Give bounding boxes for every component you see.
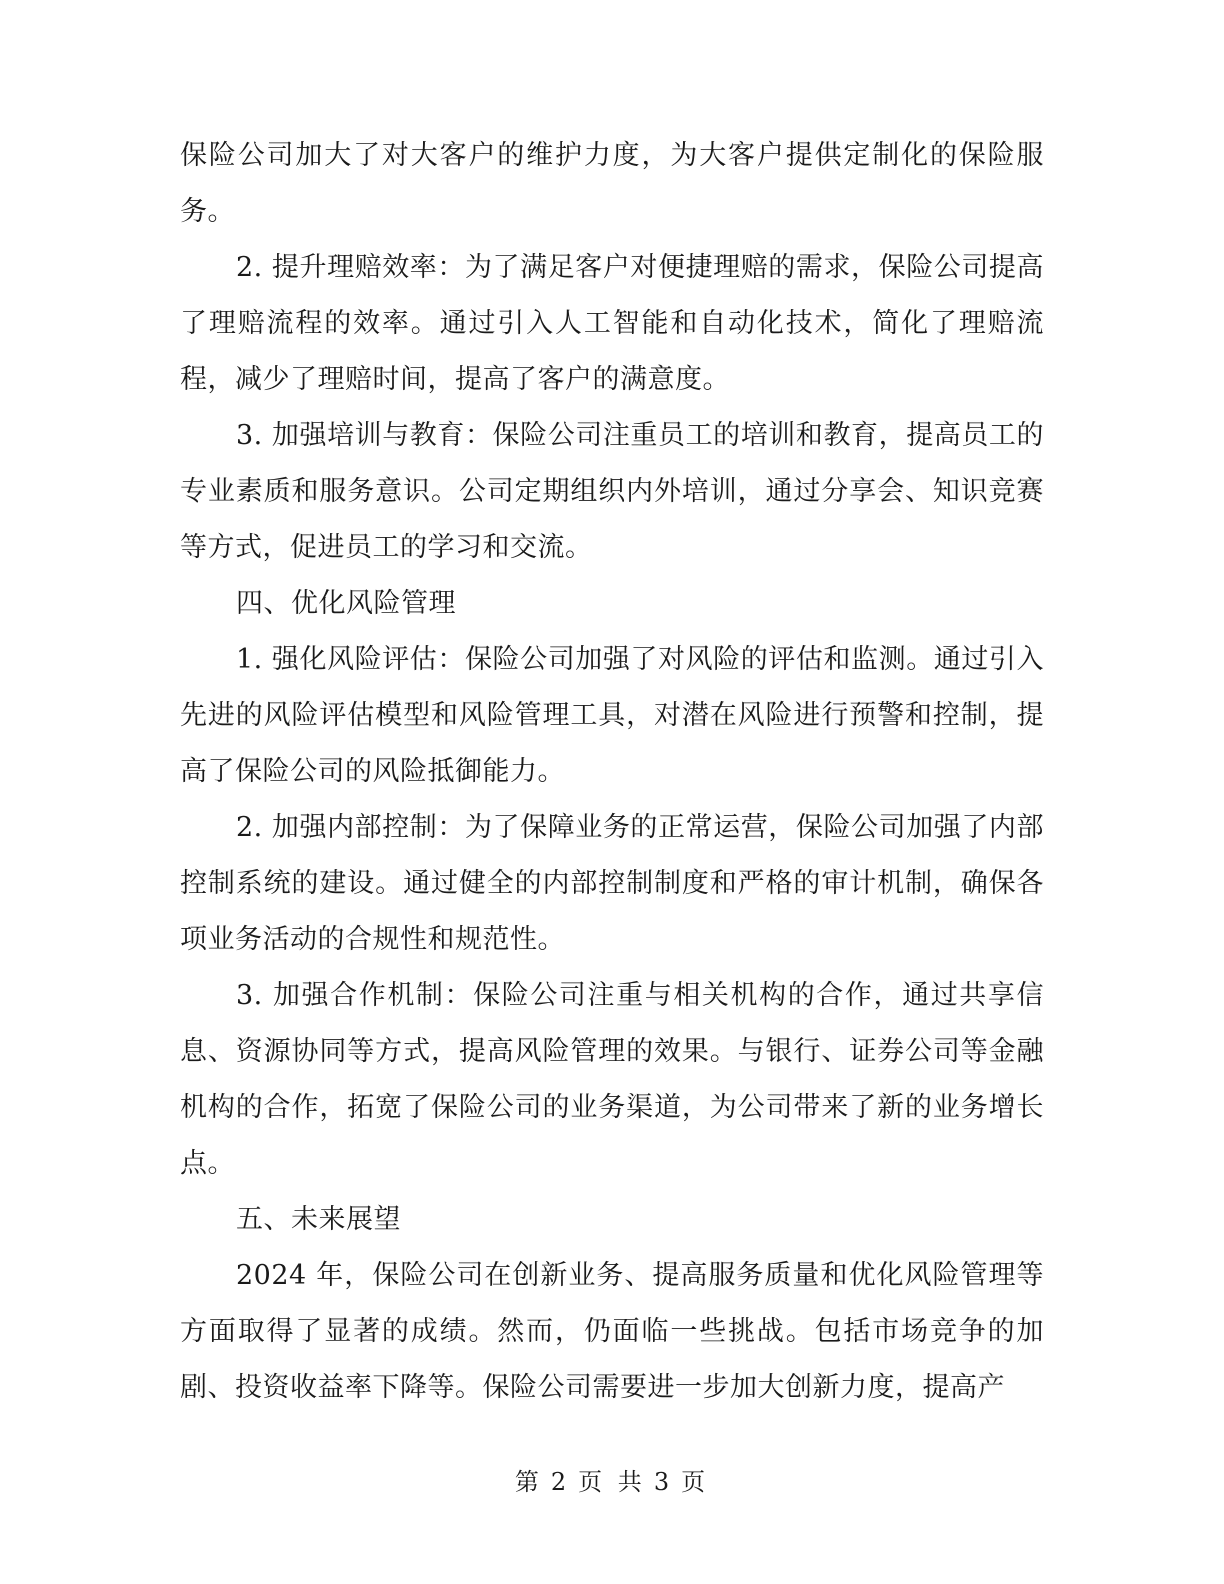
document-body xyxy=(180,128,1044,1416)
section-heading-outlook: 五、未来展望 xyxy=(236,1204,401,1235)
footer-prefix: 第 xyxy=(514,1468,543,1496)
footer-suffix: 页 xyxy=(681,1468,710,1496)
section-heading-risk-management: 四、优化风险管理 xyxy=(236,588,456,619)
paragraph-continuation: 保险公司加大了对大客户的维护力度，为大客户提供定制化的保险服务。 xyxy=(180,140,1044,227)
paragraph-training-education: 3. 加强培训与教育：保险公司注重员工的培训和教育，提高员工的专业素质和服务意识。公司定期组织内外培训，通过分享会、知识竞赛等方式，促进员工的学习和交流。 xyxy=(180,420,1044,563)
footer-total-pages: 3 xyxy=(653,1468,674,1496)
footer-middle: 页 共 xyxy=(578,1468,646,1496)
paragraph-internal-control: 2. 加强内部控制：为了保障业务的正常运营，保险公司加强了内部控制系统的建设。通过健全的内部控制制度和严格的审计机制，确保各项业务活动的合规性和规范性。 xyxy=(180,812,1044,955)
paragraph-outlook: 2024 年，保险公司在创新业务、提高服务质量和优化风险管理等方面取得了显著的成绩。然而，仍面临一些挑战。包括市场竞争的加剧、投资收益率下降等。保险公司需要进一步加大创新力度，提高产 xyxy=(180,1260,1044,1403)
page-footer xyxy=(0,1462,1224,1502)
paragraph-cooperation: 3. 加强合作机制：保险公司注重与相关机构的合作，通过共享信息、资源协同等方式，提高风险管理的效果。与银行、证券公司等金融机构的合作，拓宽了保险公司的业务渠道，为公司带来了新的业务增长点。 xyxy=(180,980,1044,1179)
footer-current-page: 2 xyxy=(550,1468,571,1496)
paragraph-risk-assessment: 1. 强化风险评估：保险公司加强了对风险的评估和监测。通过引入先进的风险评估模型和风险管理工具，对潜在风险进行预警和控制，提高了保险公司的风险抵御能力。 xyxy=(180,644,1044,787)
paragraph-claims-efficiency: 2. 提升理赔效率：为了满足客户对便捷理赔的需求，保险公司提高了理赔流程的效率。通过引入人工智能和自动化技术，简化了理赔流程，减少了理赔时间，提高了客户的满意度。 xyxy=(180,252,1044,395)
